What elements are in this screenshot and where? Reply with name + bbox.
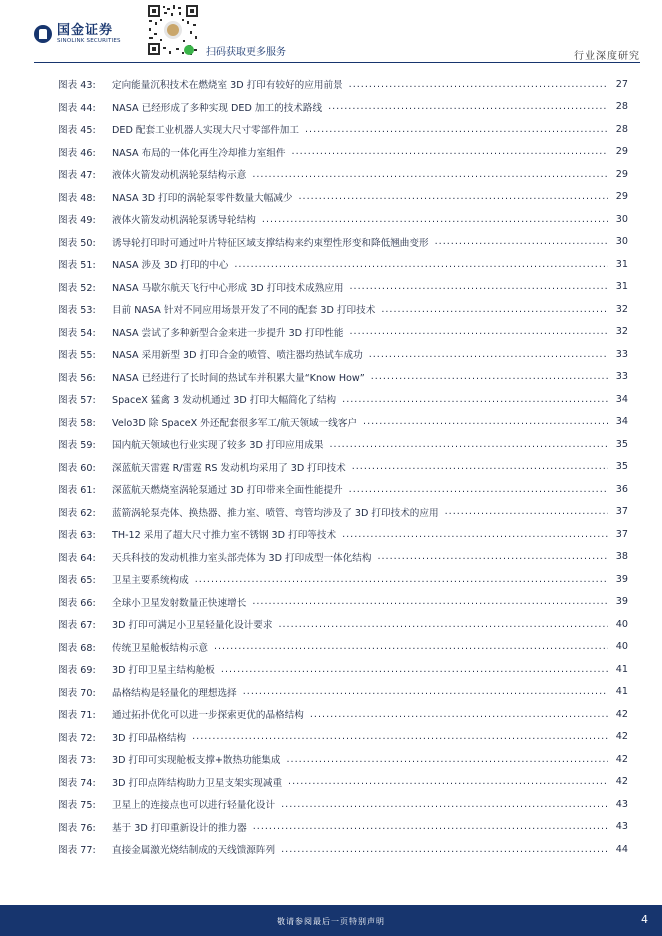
toc-entry-label: 图表 59: [58,440,96,452]
toc-entry-title: NASA 已经进行了长时间的热试车并积累大量“Know How” [112,372,365,384]
toc-entry-label: 图表 65: [58,575,96,587]
toc-entry-page: 42 [615,731,628,743]
toc-entry-page: 42 [615,708,628,720]
toc-entry-page: 42 [615,753,628,765]
toc-entry-page: 30 [615,213,628,225]
toc-entry-leader [243,686,608,697]
toc-entry[interactable] [58,793,628,816]
toc-entry[interactable] [58,681,628,704]
toc-entry-leader [329,439,608,450]
toc-entry-title: NASA 已经形成了多种实现 DED 加工的技术路线 [112,102,323,114]
header-divider [34,62,640,63]
toc-entry[interactable] [58,501,628,524]
toc-entry-page: 30 [615,236,628,248]
toc-entry-leader [369,349,608,360]
qr-code-icon[interactable] [146,3,200,57]
toc-entry[interactable] [58,636,628,659]
toc-entry-label: 图表 50: [58,237,96,249]
toc-entry-label: 图表 52: [58,282,96,294]
toc-entry-label: 图表 69: [58,665,96,677]
toc-entry[interactable] [58,208,628,231]
toc-entry-title: 国内航天领域也行业实现了较多 3D 打印应用成果 [112,440,324,452]
toc-entry[interactable] [58,613,628,636]
toc-entry-leader [350,281,609,292]
toc-entry-page: 35 [615,438,628,450]
toc-entry-leader [381,304,608,315]
toc-entry-label: 图表 72: [58,732,96,744]
toc-entry-title: 液体火箭发动机涡轮泵结构示意 [112,170,247,182]
toc-entry[interactable] [58,523,628,546]
toc-entry-leader [310,709,608,720]
logo-mark-icon [34,25,52,43]
toc-entry[interactable] [58,771,628,794]
toc-entry-page: 31 [615,258,628,270]
page-footer [0,905,662,936]
toc-entry-title: 蓝箭涡轮泵壳体、换热器、推力室、喷管、弯管均涉及了 3D 打印技术的应用 [112,507,439,519]
toc-entry-leader [195,574,608,585]
toc-entry-page: 29 [615,168,628,180]
toc-entry-label: 图表 75: [58,800,96,812]
toc-entry[interactable] [58,433,628,456]
toc-entry-title: NASA 3D 打印的涡轮泵零件数量大幅减少 [112,192,293,204]
figure-index-list [58,73,628,861]
toc-entry-title: 深蓝航天雷霆 R/雷霆 RS 发动机均采用了 3D 打印技术 [112,462,346,474]
toc-entry-page: 40 [615,641,628,653]
toc-entry-leader [350,326,609,337]
toc-entry-title: NASA 马歇尔航天飞行中心形成 3D 打印技术成熟应用 [112,282,344,294]
toc-entry[interactable] [58,141,628,164]
toc-entry-label: 图表 45: [58,125,96,137]
toc-entry-leader [214,641,608,652]
page-number: 4 [641,913,648,926]
toc-entry-label: 图表 61: [58,485,96,497]
toc-entry-title: 诱导轮打印时可通过叶片特征区域支撑结构来约束塑性形变和降低翘曲变形 [112,237,429,249]
brand-name-cn: 国金证券 [57,23,114,38]
toc-entry-label: 图表 70: [58,687,96,699]
toc-entry-page: 34 [615,393,628,405]
toc-entry-title: NASA 布局的一体化再生冷却推力室组件 [112,147,286,159]
toc-entry-leader [278,619,608,630]
toc-entry-label: 图表 58: [58,417,96,429]
toc-entry-leader [363,416,608,427]
toc-entry-label: 图表 60: [58,462,96,474]
toc-entry-title: 3D 打印点阵结构助力卫星支架实现减重 [112,777,283,789]
toc-entry-label: 图表 43: [58,80,96,92]
toc-entry-leader [262,214,608,225]
toc-entry-title: NASA 涉及 3D 打印的中心 [112,260,229,272]
toc-entry[interactable] [58,456,628,479]
toc-entry-leader [371,371,608,382]
toc-entry[interactable] [58,388,628,411]
toc-entry[interactable] [58,343,628,366]
toc-entry-title: 卫星上的连接点也可以进行轻量化设计 [112,800,276,812]
toc-entry[interactable] [58,816,628,839]
toc-entry-title: NASA 采用新型 3D 打印合金的喷管、喷注器均热试车成功 [112,350,363,362]
toc-entry[interactable] [58,591,628,614]
toc-entry-label: 图表 67: [58,620,96,632]
toc-entry-title: 液体火箭发动机涡轮泵诱导轮结构 [112,215,256,227]
toc-entry-label: 图表 68: [58,642,96,654]
toc-entry[interactable] [58,838,628,861]
toc-entry-title: 全球小卫星发射数量正快速增长 [112,597,247,609]
qr-caption: 扫码获取更多服务 [206,47,286,58]
toc-entry-title: 定向能量沉积技术在燃烧室 3D 打印有较好的应用前景 [112,80,343,92]
toc-entry-title: 天兵科技的发动机推力室头部壳体为 3D 打印成型一体化结构 [112,552,372,564]
toc-entry[interactable] [58,478,628,501]
toc-entry[interactable] [58,96,628,119]
toc-entry-label: 图表 64: [58,552,96,564]
toc-entry[interactable] [58,118,628,141]
toc-entry-leader [349,484,608,495]
toc-entry-label: 图表 54: [58,327,96,339]
toc-entry-label: 图表 62: [58,507,96,519]
toc-entry-leader [252,596,608,607]
toc-entry-leader [298,191,608,202]
toc-entry-title: 目前 NASA 针对不同应用场景开发了不同的配套 3D 打印技术 [112,305,376,317]
toc-entry[interactable] [58,658,628,681]
brand-name-en: SINOLINK SECURITIES [57,38,121,44]
toc-entry-leader [281,799,608,810]
toc-entry-page: 31 [615,281,628,293]
page-header [0,0,662,62]
toc-entry-label: 图表 56: [58,372,96,384]
toc-entry-page: 41 [615,686,628,698]
toc-entry-label: 图表 57: [58,395,96,407]
toc-entry-label: 图表 74: [58,777,96,789]
toc-entry-label: 图表 63: [58,530,96,542]
toc-entry-leader [288,776,608,787]
toc-entry-page: 32 [615,326,628,338]
toc-entry-label: 图表 73: [58,755,96,767]
toc-entry[interactable] [58,298,628,321]
toc-entry-leader [253,821,608,832]
toc-entry-page: 28 [615,123,628,135]
toc-entry-page: 34 [615,416,628,428]
toc-entry-page: 33 [615,371,628,383]
toc-entry-page: 38 [615,551,628,563]
toc-entry-leader [342,394,608,405]
toc-entry[interactable] [58,186,628,209]
toc-entry-page: 32 [615,303,628,315]
toc-entry-page: 40 [615,618,628,630]
toc-entry[interactable] [58,748,628,771]
toc-entry-page: 36 [615,483,628,495]
toc-entry[interactable] [58,73,628,96]
toc-entry[interactable] [58,726,628,749]
toc-entry-page: 28 [615,101,628,113]
toc-entry-leader [352,461,608,472]
toc-entry-page: 43 [615,821,628,833]
toc-entry-label: 图表 51: [58,260,96,272]
toc-entry-title: SpaceX 猛禽 3 发动机通过 3D 打印大幅简化了结构 [112,395,337,407]
toc-entry-label: 图表 55: [58,350,96,362]
toc-entry[interactable] [58,568,628,591]
toc-entry-leader [281,844,608,855]
toc-entry-leader [287,754,609,765]
brand-logo [34,24,121,45]
toc-entry[interactable] [58,163,628,186]
toc-entry-leader [435,236,608,247]
toc-entry-leader [234,259,608,270]
toc-entry-title: DED 配套工业机器人实现大尺寸零部件加工 [112,125,299,137]
toc-entry-page: 39 [615,573,628,585]
toc-entry-leader [377,551,608,562]
toc-entry-label: 图表 49: [58,215,96,227]
toc-entry-page: 27 [615,78,628,90]
toc-entry-page: 35 [615,461,628,473]
toc-entry-page: 43 [615,798,628,810]
toc-entry-leader [342,529,608,540]
toc-entry-title: Velo3D 除 SpaceX 外还配套很多军工/航天领域一线客户 [112,417,358,429]
toc-entry-label: 图表 77: [58,845,96,857]
toc-entry-title: 3D 打印晶格结构 [112,732,187,744]
toc-entry-title: 深蓝航天燃烧室涡轮泵通过 3D 打印带来全面性能提升 [112,485,343,497]
toc-entry-title: 晶格结构是轻量化的理想选择 [112,687,237,699]
toc-entry-title: 传统卫星舱板结构示意 [112,642,208,654]
toc-entry-page: 44 [615,843,628,855]
toc-entry-page: 33 [615,348,628,360]
toc-entry-title: 基于 3D 打印重新设计的推力器 [112,822,247,834]
toc-entry-label: 图表 47: [58,170,96,182]
toc-entry-leader [221,664,608,675]
toc-entry-label: 图表 53: [58,305,96,317]
toc-entry-title: 3D 打印卫星主结构舱板 [112,665,215,677]
toc-entry-title: NASA 尝试了多种新型合金来进一步提升 3D 打印性能 [112,327,344,339]
toc-entry[interactable] [58,703,628,726]
toc-entry-title: 直接金属激光烧结制成的天线馈源阵列 [112,845,276,857]
toc-entry-page: 29 [615,146,628,158]
toc-entry-page: 42 [615,776,628,788]
toc-entry-label: 图表 76: [58,822,96,834]
toc-entry-label: 图表 71: [58,710,96,722]
toc-entry[interactable] [58,253,628,276]
toc-entry-leader [445,506,608,517]
toc-entry[interactable] [58,231,628,254]
toc-entry-page: 41 [615,663,628,675]
toc-entry-label: 图表 66: [58,597,96,609]
toc-entry-page: 29 [615,191,628,203]
toc-entry-title: 卫星主要系统构成 [112,575,189,587]
toc-entry-leader [305,124,608,135]
toc-entry-leader [292,146,608,157]
toc-entry-page: 37 [615,528,628,540]
report-type: 行业深度研究 [574,51,640,62]
toc-entry-title: 3D 打印可实现舱板支撑+散热功能集成 [112,755,281,767]
footer-disclaimer: 敬请参阅最后一页特别声明 [277,917,385,926]
toc-entry[interactable] [58,276,628,299]
toc-entry-page: 37 [615,506,628,518]
toc-entry-label: 图表 46: [58,147,96,159]
toc-entry-leader [328,101,608,112]
toc-entry-title: 3D 打印可满足小卫星轻量化设计要求 [112,620,273,632]
toc-entry-page: 39 [615,596,628,608]
toc-entry-leader [192,731,608,742]
toc-entry-leader [349,79,608,90]
toc-entry-title: 通过拓扑优化可以进一步探索更优的晶格结构 [112,710,304,722]
toc-entry-label: 图表 44: [58,102,96,114]
toc-entry[interactable] [58,321,628,344]
toc-entry-title: TH-12 采用了超大尺寸推力室不锈钢 3D 打印等技术 [112,530,337,542]
toc-entry-label: 图表 48: [58,192,96,204]
toc-entry[interactable] [58,411,628,434]
toc-entry[interactable] [58,366,628,389]
toc-entry[interactable] [58,546,628,569]
toc-entry-leader [252,169,608,180]
